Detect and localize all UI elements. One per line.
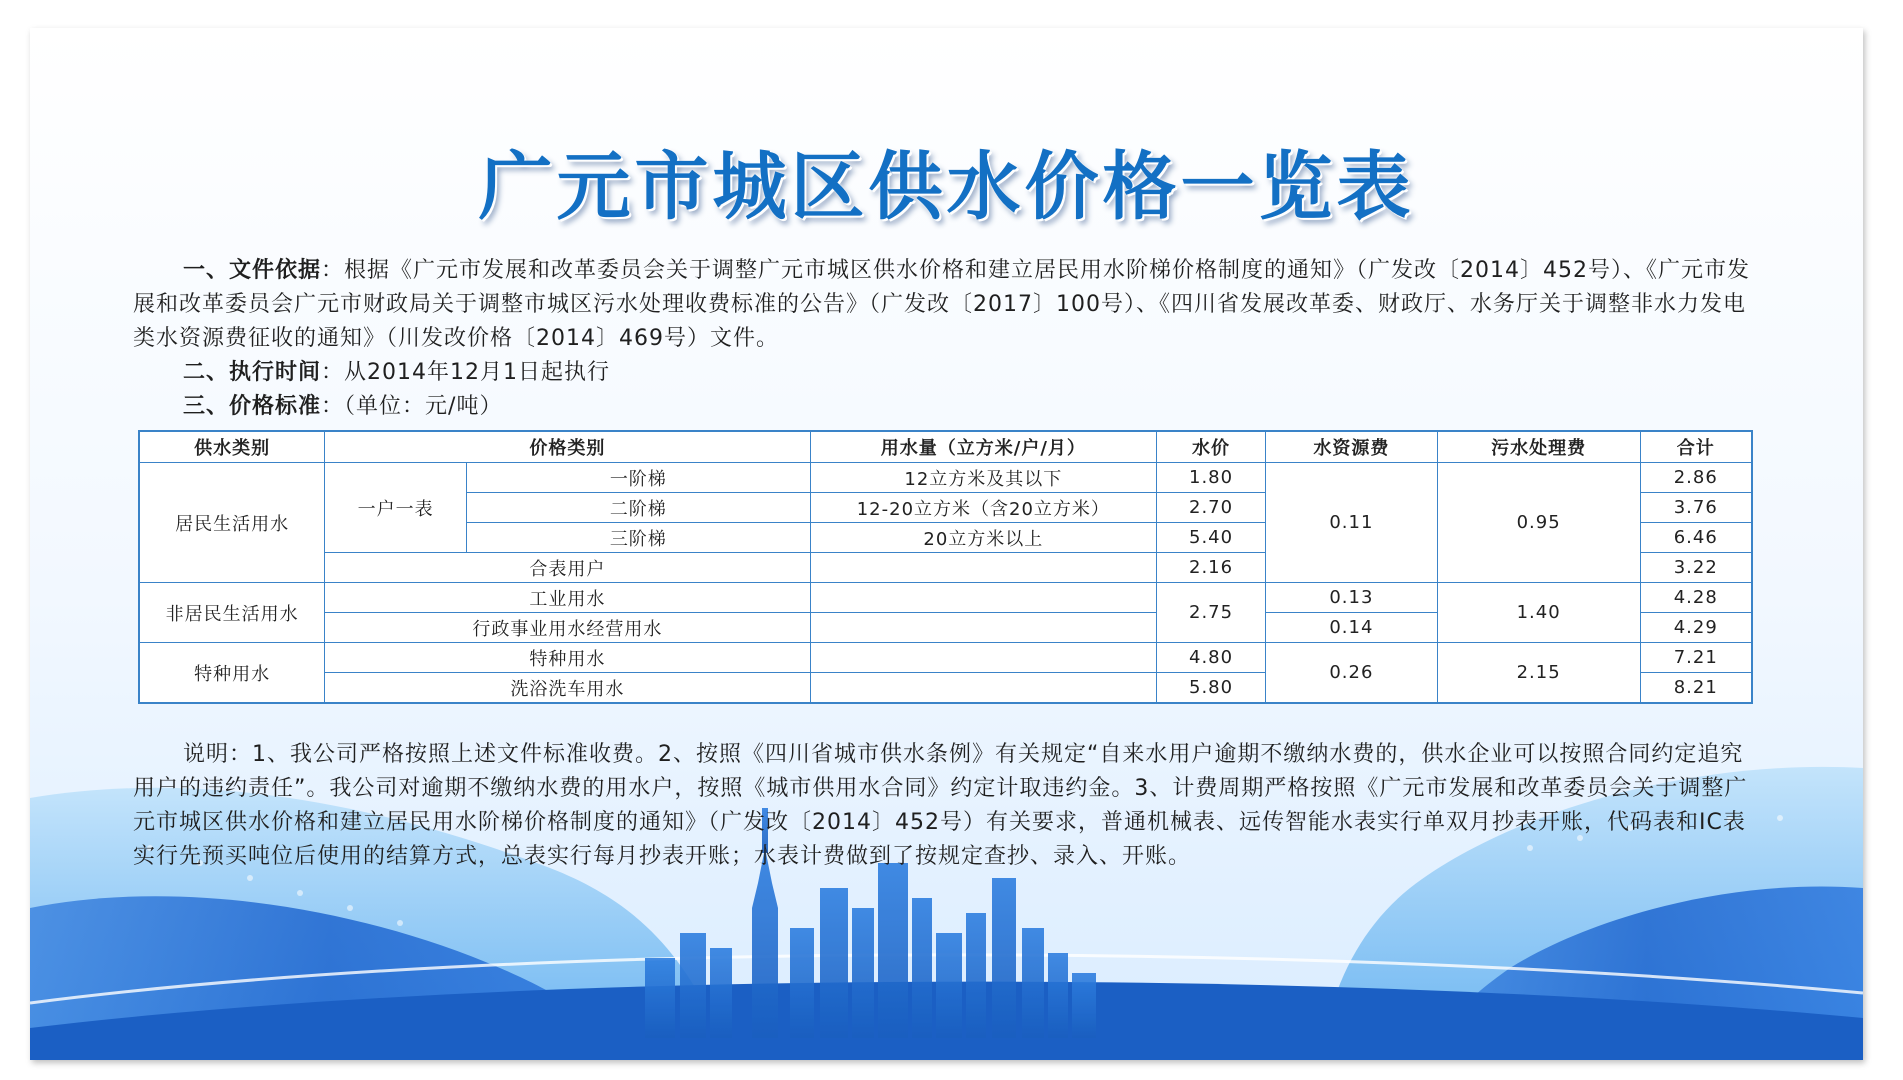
section-document-basis (133, 254, 1753, 356)
header-total: 合计 (1640, 431, 1752, 463)
cell-tier1-price: 1.80 (1157, 463, 1266, 493)
cell-admin-name: 行政事业用水经营用水 (325, 613, 810, 643)
cell-industrial-resource-fee: 0.13 (1265, 583, 1437, 613)
section-1-sep: ： (321, 258, 345, 283)
price-table (138, 430, 1753, 704)
cell-bath-volume (810, 673, 1157, 704)
cell-res-sewage-fee: 0.95 (1437, 463, 1640, 583)
cell-admin-resource-fee: 0.14 (1265, 613, 1437, 643)
cell-bath-price: 5.80 (1157, 673, 1266, 704)
notes-paragraph (133, 738, 1753, 874)
cell-special-water-volume (810, 643, 1157, 673)
table-header-row (139, 431, 1752, 463)
section-1-text: 根据《广元市发展和改革委员会关于调整广元市城区供水价格和建立居民用水阶梯价格制度的通知》（广发改〔2014〕452号）、《广元市发展和改革委员会广元市财政局关于调整市城区污水处理收费标准的公告》（广发改〔2017〕100号）、《四川省发展改革委、财政厅、水务厅关于调整非水力发电类水资源费征收的通知》（川发改价格〔2014〕469号）文件。 (133, 258, 1751, 351)
section-3-label: 三、价格标准 (183, 394, 322, 419)
cell-tier3-volume: 20立方米以上 (810, 523, 1157, 553)
cell-special-water-total: 7.21 (1640, 643, 1752, 673)
cell-nonres-price: 2.75 (1157, 583, 1266, 643)
cell-tier2-total: 3.76 (1640, 493, 1752, 523)
notes-text: 说明：1、我公司严格按照上述文件标准收费。2、按照《四川省城市供水条例》有关规定“自来水用户逾期不缴纳水费的，供水企业可以按照合同约定追究用户的违约责任”。我公司对逾期不缴纳水费的用水户，按照《城市供用水合同》约定计取违约金。3、计费周期严格按照《广元市发展和改革委员会关于调整广元市城区供水价格和建立居民用水阶梯价格制度的通知》（广发改〔2014〕452号）有关要求，普通机械表、远传智能水表实行单双月抄表开账，代码表和IC表实行先预买吨位后使用的结算方式，总表实行每月抄表开账；水表计费做到了按规定查抄、录入、开账。 (133, 742, 1748, 869)
cell-shared-total: 3.22 (1640, 553, 1752, 583)
cell-special-sewage-fee: 2.15 (1437, 643, 1640, 704)
section-execution-time (133, 356, 1753, 390)
cell-shared-volume (810, 553, 1157, 583)
cell-tier2-price: 2.70 (1157, 493, 1266, 523)
cell-tier2-name: 二阶梯 (467, 493, 811, 523)
section-3-sep: ： (321, 394, 345, 419)
notice-board (30, 28, 1863, 1060)
header-supply-type: 供水类别 (139, 431, 325, 463)
cell-admin-total: 4.29 (1640, 613, 1752, 643)
cell-special-water-name: 特种用水 (325, 643, 810, 673)
cell-special-resource-fee: 0.26 (1265, 643, 1437, 704)
cell-shared-name: 合表用户 (325, 553, 810, 583)
cell-bath-total: 8.21 (1640, 673, 1752, 704)
header-water-price: 水价 (1157, 431, 1266, 463)
cell-industrial-name: 工业用水 (325, 583, 810, 613)
cell-tier2-volume: 12-20立方米（含20立方米） (810, 493, 1157, 523)
section-1-label: 一、文件依据 (183, 258, 322, 283)
section-2-text: 从2014年12月1日起执行 (344, 360, 611, 385)
cell-industrial-volume (810, 583, 1157, 613)
cell-tier3-price: 5.40 (1157, 523, 1266, 553)
section-2-sep: ： (321, 360, 345, 385)
section-3-text: （单位：元/吨） (344, 394, 503, 419)
cell-one-meter: 一户一表 (325, 463, 467, 553)
cell-special: 特种用水 (139, 643, 325, 704)
cell-residential: 居民生活用水 (139, 463, 325, 583)
header-resource-fee: 水资源费 (1265, 431, 1437, 463)
cell-tier1-total: 2.86 (1640, 463, 1752, 493)
section-2-label: 二、执行时间 (183, 360, 322, 385)
cell-bath-name: 洗浴洗车用水 (325, 673, 810, 704)
header-sewage-fee: 污水处理费 (1437, 431, 1640, 463)
cell-shared-price: 2.16 (1157, 553, 1266, 583)
cell-non-residential: 非居民生活用水 (139, 583, 325, 643)
cell-industrial-total: 4.28 (1640, 583, 1752, 613)
table-row (139, 643, 1752, 673)
cell-nonres-sewage-fee: 1.40 (1437, 583, 1640, 643)
header-price-type: 价格类别 (325, 431, 810, 463)
cell-tier3-name: 三阶梯 (467, 523, 811, 553)
cell-tier3-total: 6.46 (1640, 523, 1752, 553)
cell-tier1-volume: 12立方米及其以下 (810, 463, 1157, 493)
section-price-standard (133, 390, 1753, 424)
cell-special-water-price: 4.80 (1157, 643, 1266, 673)
cell-admin-volume (810, 613, 1157, 643)
header-volume: 用水量（立方米/户/月） (810, 431, 1157, 463)
table-row (139, 463, 1752, 493)
cell-tier1-name: 一阶梯 (467, 463, 811, 493)
page-title: 广元市城区供水价格一览表 (478, 144, 1415, 230)
table-row (139, 583, 1752, 613)
cell-res-resource-fee: 0.11 (1265, 463, 1437, 583)
